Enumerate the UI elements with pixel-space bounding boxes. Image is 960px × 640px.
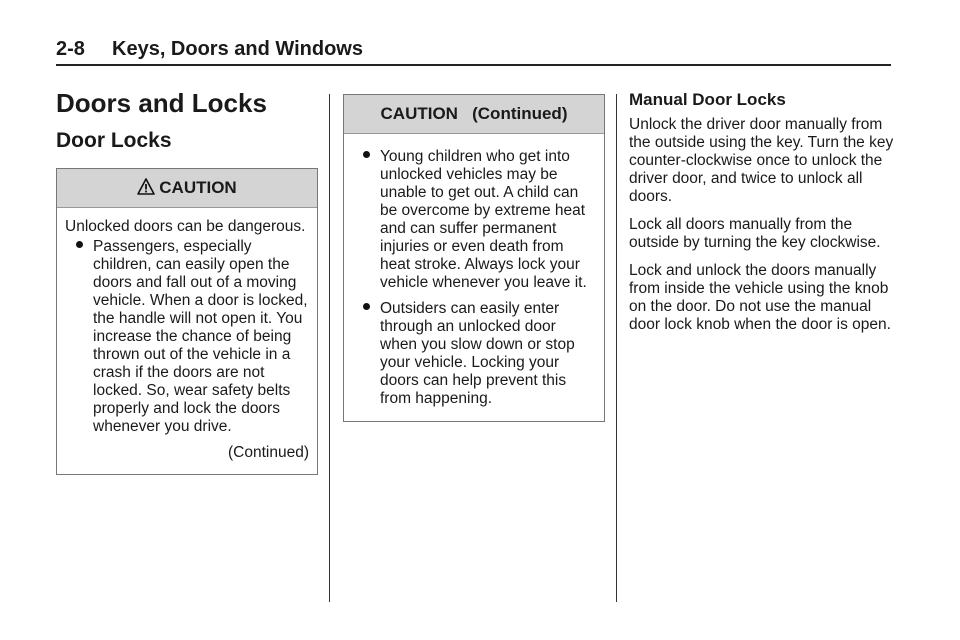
bullet-dot-icon [363,303,370,310]
caution-label: CAUTION [159,178,237,197]
caution-box [56,168,318,475]
column-divider-right [616,94,617,602]
bullet-text: Young children who get into unlocked vehicles may be unable to get out. A child can be overcome by extreme heat and can suffer permanent injuries or even death from heat stroke. Always lock your vehicle whenever you leave it. [380,148,587,291]
caution-body-continued [344,134,604,428]
caution-header-continued: CAUTION (Continued) [344,95,604,134]
paragraph: Lock all doors manually from the outside by turning the key clockwise. [629,216,881,251]
caution-bullet-list [65,238,309,436]
warning-triangle-icon [137,172,155,210]
bullet-dot-icon [363,151,370,158]
continued-label: (Continued) [228,444,309,461]
caution-bullet [352,148,596,292]
paragraph: Unlock the driver door manually from the outside using the key. Turn the key counter-clockwise once to unlock the driver door, and twice to unlock all doors. [629,116,894,205]
caution-bullet [352,300,596,408]
middle-column [343,94,605,422]
caution-body [57,208,317,474]
bullet-text: Passengers, especially children, can easily open the doors and fall out of a moving vehicle. When a door is locked, the handle will not open it. You increase the chance of being thrown out of the vehicle in a crash if the doors are not locked. So, wear safety belts properly and lock the doors whenever you drive. [93,238,308,435]
subsection-heading: Door Locks [56,129,172,152]
paragraph: Lock and unlock the doors manually from inside the vehicle using the knob on the door. Do not use the manual door lock knob when the door is open. [629,262,891,333]
left-column [56,88,318,475]
manual-door-locks-heading: Manual Door Locks [629,90,786,109]
page-number: 2-8 [56,38,85,60]
caution-intro: Unlocked doors can be dangerous. [65,218,306,235]
caution-bullet-list [352,148,596,408]
column-divider-left [329,94,330,602]
caution-header [57,169,317,208]
caution-box-continued [343,94,605,422]
bullet-dot-icon [76,241,83,248]
right-column [629,90,899,344]
page-header [56,38,891,66]
section-heading: Doors and Locks [56,88,267,118]
chapter-title: Keys, Doors and Windows [112,38,363,60]
bullet-text: Outsiders can easily enter through an unlocked door when you slow down or stop your vehicle. Locking your doors can help prevent this from happening. [380,300,575,407]
caution-bullet [65,238,309,436]
